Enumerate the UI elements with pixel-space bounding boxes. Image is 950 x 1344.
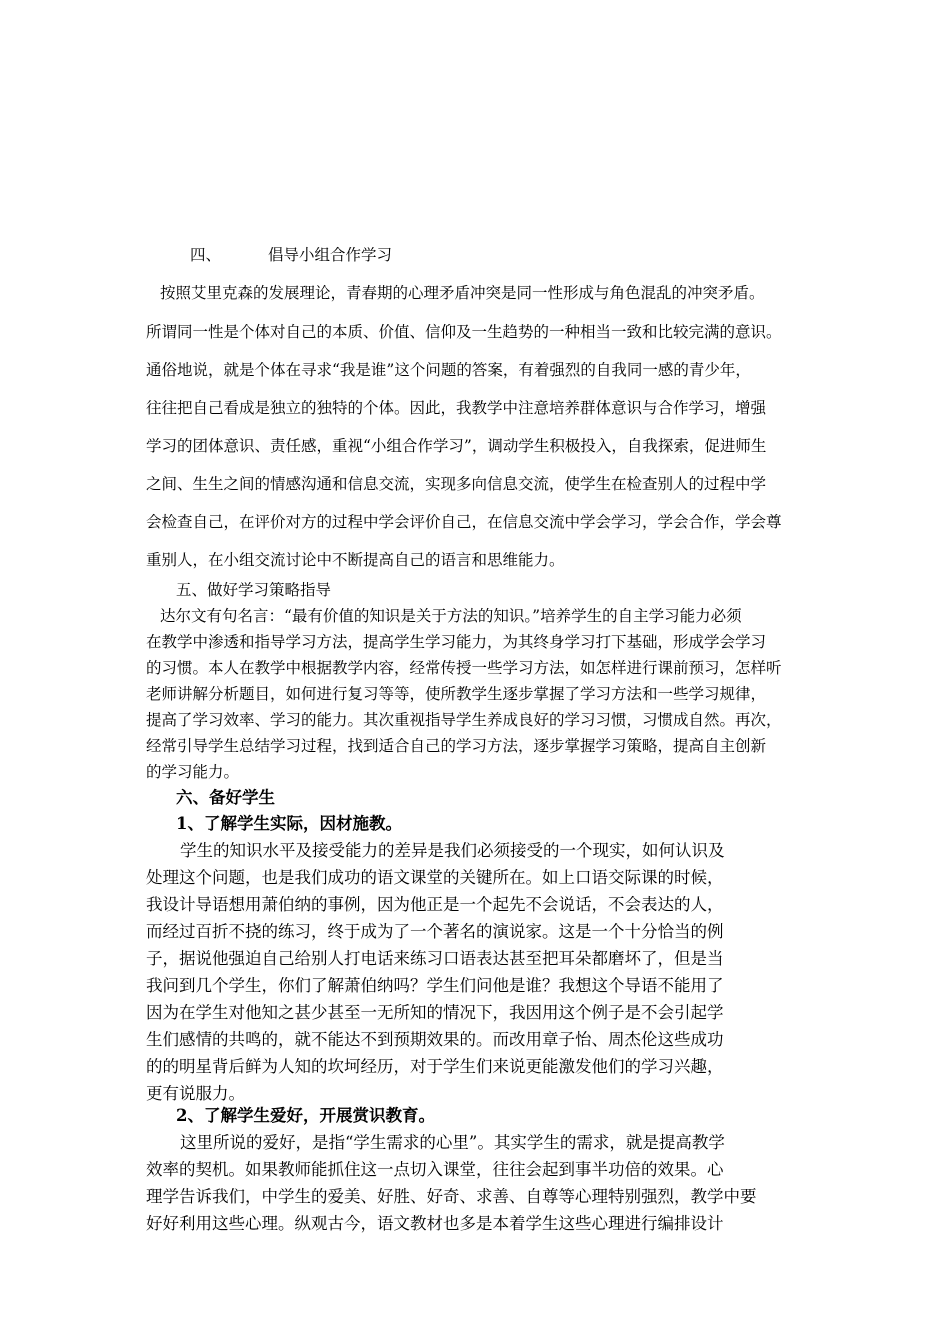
section-4-line: 往往把自己看成是独立的独特的个体。因此，我教学中注意培养群体意识与合作学习，增强 [146,399,767,417]
section-6-1-line: 子，据说他强迫自己给别人打电话来练习口语表达甚至把耳朵都磨坏了，但是当 [146,949,724,968]
section-6-1-line: 处理这个问题，也是我们成功的语文课堂的关键所在。如上口语交际课的时候， [146,868,724,887]
section-6-1-line: 我问到几个学生，你们了解萧伯纳吗？学生们问他是谁？我想这个导语不能用了 [146,976,724,995]
section-4-line: 重别人，在小组交流讨论中不断提高自己的语言和思维能力。 [146,551,565,569]
section-5-line: 老师讲解分析题目，如何进行复习等等，使所教学生逐步掌握了学习方法和一些学习规律， [146,685,767,703]
section-6-heading: 六、备好学生 [176,788,275,807]
section-5-line: 达尔文有句名言：“最有价值的知识是关于方法的知识。”培养学生的自主学习能力必须 [160,607,742,625]
section-4-line: 之间、生生之间的情感沟通和信息交流，实现多向信息交流，使学生在检查别人的过程中学 [146,475,767,493]
section-6-2-line: 理学告诉我们，中学生的爱美、好胜、好奇、求善、自尊等心理特别强烈，教学中要 [146,1187,757,1206]
section-6-2-line: 效率的契机。如果教师能抓住这一点切入课堂，往往会起到事半功倍的效果。心 [146,1160,724,1179]
section-6-1-line: 的的明星背后鲜为人知的坎坷经历，对于学生们来说更能激发他们的学习兴趣， [146,1057,724,1076]
section-4-line: 会检查自己，在评价对方的过程中学会评价自己，在信息交流中学会学习，学会合作，学会尊 [146,513,782,531]
section-6-1-line: 而经过百折不挠的练习，终于成为了一个著名的演说家。这是一个十分恰当的例 [146,922,724,941]
section-4-heading-text: 倡导小组合作学习 [268,246,393,264]
section-6-1-line: 生们感情的共鸣的，就不能达不到预期效果的。而改用章子怡、周杰伦这些成功 [146,1030,724,1049]
section-5-heading: 五、做好学习策略指导 [176,581,332,599]
section-6-1-line: 因为在学生对他知之甚少甚至一无所知的情况下，我因用这个例子是不会引起学 [146,1003,724,1022]
section-6-2-line: 好好利用这些心理。纵观古今，语文教材也多是本着学生这些心理进行编排设计 [146,1214,724,1233]
section-6-1-line: 我设计导语想用萧伯纳的事例，因为他正是一个起先不会说话，不会表达的人， [146,895,724,914]
section-5-line: 提高了学习效率、学习的能力。其次重视指导学生养成良好的学习习惯，习惯成自然。再次， [146,711,782,729]
section-4-line: 所谓同一性是个体对自己的本质、价值、信仰及一生趋势的一种相当一致和比较完满的意识。 [146,323,782,341]
section-5-line: 在教学中渗透和指导学习方法，提高学生学习能力，为其终身学习打下基础，形成学会学习 [146,633,767,651]
section-6-1-line: 学生的知识水平及接受能力的差异是我们必须接受的一个现实，如何认识及 [180,841,725,860]
section-6-2-line: 这里所说的爱好，是指“学生需求的心里”。其实学生的需求，就是提高教学 [180,1133,725,1152]
section-6-1-line: 更有说服力。 [146,1084,245,1103]
section-5-line: 的习惯。本人在教学中根据教学内容，经常传授一些学习方法，如怎样进行课前预习，怎样听 [146,659,782,677]
section-4-line: 学习的团体意识、责任感，重视“小组合作学习”，调动学生积极投入，自我探索，促进师生 [146,437,767,455]
section-4-line: 按照艾里克森的发展理论，青春期的心理矛盾冲突是同一性形成与角色混乱的冲突矛盾。 [160,284,765,302]
section-6-subheading-2: 2、了解学生爱好，开展赏识教育。 [176,1106,435,1125]
section-5-line: 的学习能力。 [146,763,240,781]
section-5-line: 经常引导学生总结学习过程，找到适合自己的学习方法，逐步掌握学习策略，提高自主创新 [146,737,767,755]
section-4-heading-number: 四、 [190,246,222,264]
section-4-line: 通俗地说，就是个体在寻求“我是谁”这个问题的答案，有着强烈的自我同一感的青少年， [146,361,751,379]
section-6-subheading-1: 1、了解学生实际，因材施教。 [176,814,402,833]
